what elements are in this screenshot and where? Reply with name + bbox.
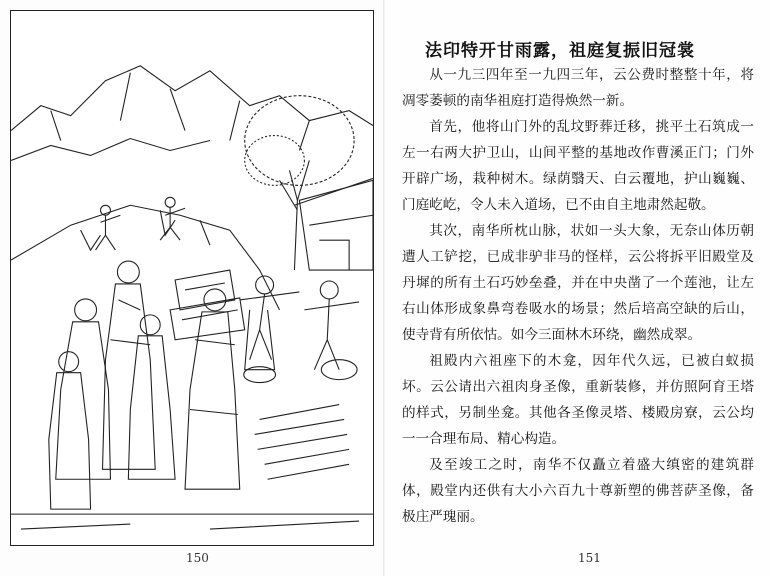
chapter-title: 法印特开甘雨露，祖庭复振旧冠裳 bbox=[425, 41, 695, 61]
paragraph: 祖殿内六祖座下的木龛，因年代久远，已被白蚁损坏。云公请出六祖肉身圣像，重新装修，并仿照阿育王塔的样式，另制坐龛。其他各圣像灵塔、楼殿房寮，云公均一一合理布局、精心构造。 bbox=[402, 353, 754, 447]
right-page bbox=[385, 0, 770, 576]
porters-with-baskets bbox=[240, 276, 359, 383]
line-drawing bbox=[11, 11, 373, 545]
paragraph: 首先，他将山门外的乱坟野葬迁移，挑平土石筑成一左一右两大护卫山，山间平整的基地改作曹溪正门；门外开辟广场，栽种树木。绿荫翳天、白云覆地，护山巍巍、门庭屹屹，令人未入道场，已不由自主地肃然起敬。 bbox=[402, 119, 754, 213]
monk-group bbox=[49, 261, 240, 509]
illustration-monks-rebuilding-temple bbox=[10, 10, 374, 546]
tree-canopy bbox=[245, 96, 354, 186]
stone-steps bbox=[170, 270, 245, 340]
tree-trunk bbox=[280, 160, 310, 270]
hillside bbox=[11, 205, 280, 310]
page-number-left: 150 bbox=[186, 551, 209, 565]
page-number-right: 151 bbox=[578, 551, 601, 565]
body-text bbox=[402, 62, 754, 530]
timber-logs bbox=[255, 405, 349, 480]
paragraph: 其次，南华所枕山脉，状如一头大象，无奈山体历朝遭人工铲挖，已成非驴非马的怪样，云公将拆平旧殿堂及丹墀的所有土石巧妙垒叠，并在中央凿了一个莲池，让左右山体形成象鼻弯卷吸水的场景；然后培高空缺的后山，使寺背有所依怙。如今三面林木环绕，幽然成翠。 bbox=[402, 223, 754, 343]
paragraph: 从一九三四年至一九四三年，云公费时整整十年，将凋零萎顿的南华祖庭打造得焕然一新。 bbox=[402, 67, 754, 109]
paragraph: 及至竣工之时，南华不仅矗立着盛大缜密的建筑群体，殿堂内还供有大小六百九十尊新塑的佛菩萨圣像，备极庄严瑰丽。 bbox=[402, 457, 754, 525]
